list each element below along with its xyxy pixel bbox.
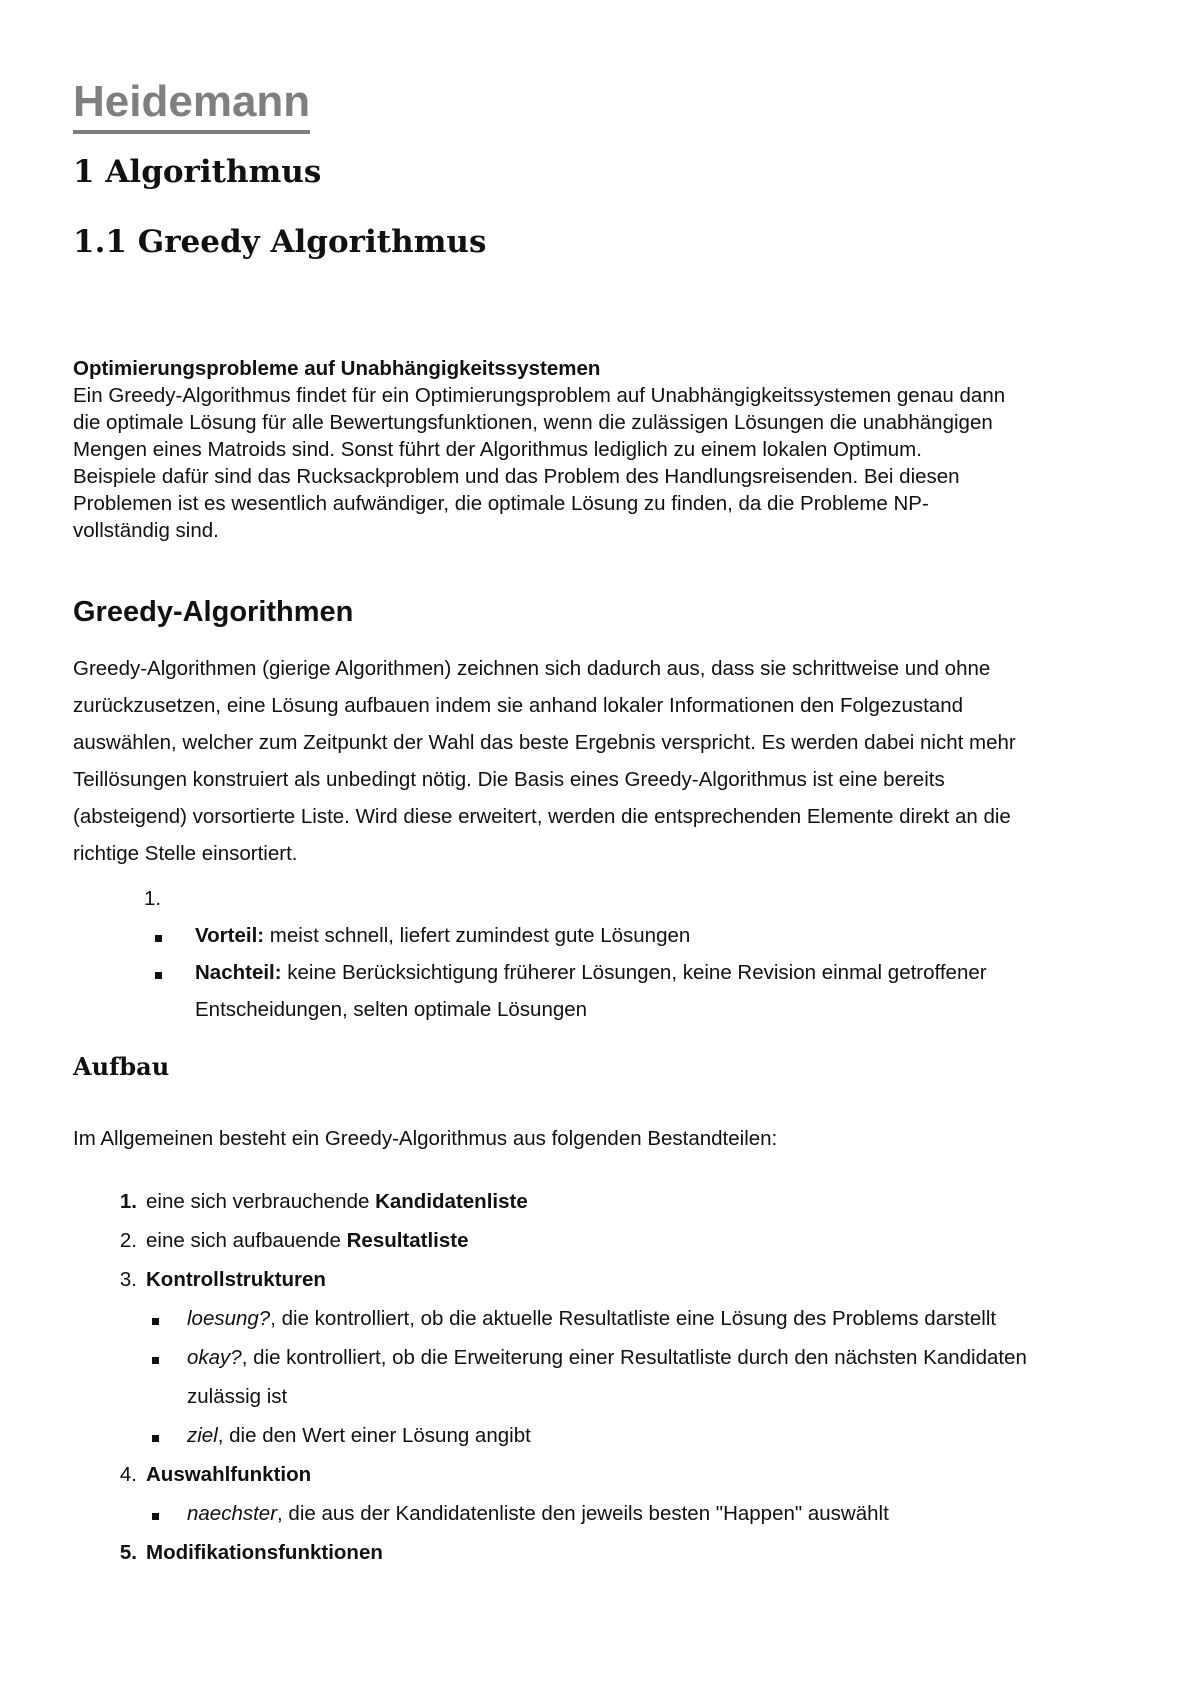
nachteil-text: keine Berücksichtigung früherer Lösungen, keine Revision einmal getroffener [281, 961, 987, 984]
bullet-icon [73, 1299, 187, 1338]
bullet-icon [155, 954, 195, 1028]
heading-greedy-algorithmen: Greedy-Algorithmen [73, 596, 354, 628]
list-item [73, 880, 1123, 917]
paragraph-line: Teillösungen konstruiert als unbedingt nötig. Die Basis eines Greedy-Algorithmus ist eine bereits [73, 768, 945, 791]
bullet-icon [73, 1338, 187, 1416]
list-number: 2. [119, 1229, 137, 1252]
nachteil-text-continued: Entscheidungen, selten optimale Lösungen [195, 998, 588, 1021]
paragraph-line: die optimale Lösung für alle Bewertungsfunktionen, wenn die zulässigen Lösungen die unabhängigen [73, 411, 993, 434]
vorteil-text: meist schnell, liefert zumindest gute Lösungen [264, 924, 691, 947]
list-number: 1. [144, 887, 162, 910]
bullet-icon [73, 1494, 187, 1533]
list-item-vorteil [73, 917, 1123, 954]
section-heading-optimierung: Optimierungsprobleme auf Unabhängigkeitssystemen [73, 357, 601, 380]
sub-list-item: naechster, die aus der Kandidatenliste den jeweils besten "Happen" auswählt [73, 1494, 1123, 1533]
list-item: 3. Kontrollstrukturen [73, 1260, 1123, 1299]
heading-algorithmus: 1 Algorithmus [73, 154, 322, 190]
vorteil-label: Vorteil: [195, 924, 265, 947]
list-item: 1. eine sich verbrauchende Kandidatenliste [73, 1182, 1123, 1221]
heading-greedy-algorithmus: 1.1 Greedy Algorithmus [73, 224, 487, 260]
list-number: 4. [119, 1463, 137, 1486]
list-item: 4. Auswahlfunktion [73, 1455, 1123, 1494]
paragraph-line: vollständig sind. [73, 519, 219, 542]
paragraph-line: Ein Greedy-Algorithmus findet für ein Optimierungsproblem auf Unabhängigkeitssystemen genau dann [73, 384, 1006, 407]
list-item-nachteil [73, 954, 1123, 1028]
paragraph-line: Greedy-Algorithmen (gierige Algorithmen) zeichnen sich dadurch aus, dass sie schrittweise und ohne [73, 657, 991, 680]
sub-list-item: loesung?, die kontrolliert, ob die aktuelle Resultatliste eine Lösung des Problems darstellt [73, 1299, 1123, 1338]
aufbau-intro: Im Allgemeinen besteht ein Greedy-Algorithmus aus folgenden Bestandteilen: [73, 1127, 778, 1150]
bullet-icon [73, 1416, 187, 1455]
paragraph-greedy-algorithmen [73, 650, 1123, 872]
paragraph-line: Problemen ist es wesentlich aufwändiger, die optimale Lösung zu finden, da die Probleme NP- [73, 492, 929, 515]
paragraph-line: Beispiele dafür sind das Rucksackproblem und das Problem des Handlungsreisenden. Bei diesen [73, 465, 960, 488]
list-item: 2. eine sich aufbauende Resultatliste [73, 1221, 1123, 1260]
paragraph-line: zurückzusetzen, eine Lösung aufbauen indem sie anhand lokaler Informationen den Folgezustand [73, 694, 964, 717]
paragraph-line: (absteigend) vorsortierte Liste. Wird diese erweitert, werden die entsprechenden Elemente direkt an die [73, 805, 1011, 828]
nachteil-label: Nachteil: [195, 961, 282, 984]
paragraph-line: Mengen eines Matroids sind. Sonst führt der Algorithmus lediglich zu einem lokalen Optimum. [73, 438, 922, 461]
pros-cons-list [73, 880, 1123, 1028]
list-number: 1. [119, 1190, 137, 1213]
paragraph-line: richtige Stelle einsortiert. [73, 842, 298, 865]
list-item: 5. Modifikationsfunktionen [73, 1533, 1123, 1572]
heading-aufbau: Aufbau [73, 1052, 170, 1081]
document-title: Heidemann [73, 74, 310, 134]
aufbau-list [73, 1182, 1123, 1572]
paragraph-line: auswählen, welcher zum Zeitpunkt der Wahl das beste Ergebnis verspricht. Es werden dabei nicht mehr [73, 731, 1016, 754]
bullet-icon [155, 917, 195, 954]
sub-list-item: ziel, die den Wert einer Lösung angibt [73, 1416, 1123, 1455]
list-number: 5. [119, 1541, 137, 1564]
section-optimierungsprobleme [73, 355, 1123, 544]
sub-list-item: okay?, die kontrolliert, ob die Erweiterung einer Resultatliste durch den nächsten Kandidaten zulässig ist [73, 1338, 1123, 1416]
list-number: 3. [119, 1268, 137, 1291]
